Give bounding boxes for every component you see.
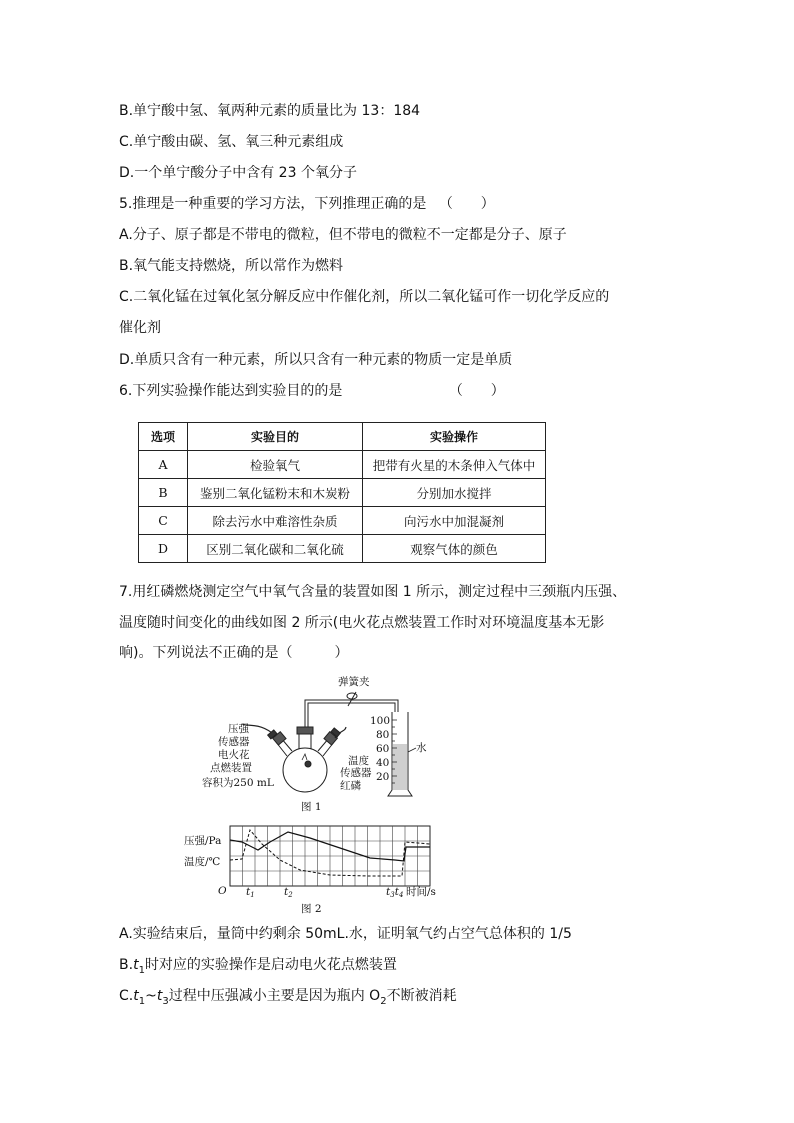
q4-option-b: B.单宁酸中氢、氧两种元素的质量比为 13：184 xyxy=(119,103,421,119)
q7-option-c xyxy=(119,986,457,1012)
q7-stem-line1: 7.用红磷燃烧测定空气中氧气含量的装置如图 1 所示，测定过程中三颈瓶内压强、 xyxy=(119,584,627,600)
q6-text: 6.下列实验操作能达到实验目的的是 xyxy=(119,383,343,399)
chart-grid xyxy=(230,826,430,886)
t-symbol: t xyxy=(133,957,139,973)
table-row xyxy=(139,507,546,535)
q5-answer-bracket: （ ） xyxy=(438,196,495,212)
volume-label: 容积为250 mL xyxy=(202,777,274,789)
pressure-sensor-label-1: 压强 xyxy=(228,723,249,735)
subscript: 1 xyxy=(138,995,146,1007)
table-cell: B xyxy=(139,479,188,507)
table-cell: 观察气体的颜色 xyxy=(363,535,546,563)
t3t4-label: t3t4 xyxy=(386,886,404,899)
spark-label-1: 电火花 xyxy=(218,749,250,761)
phosphorus-label: 红磷 xyxy=(340,780,361,792)
temp-sensor-label-1: 温度 xyxy=(348,755,369,767)
table-cell: A xyxy=(139,451,188,479)
table-header: 选项 xyxy=(139,423,188,451)
q6-options-table xyxy=(138,422,546,563)
table-header: 实验操作 xyxy=(363,423,546,451)
scale-80: 80 xyxy=(376,729,390,741)
water-label: 水 xyxy=(416,742,427,754)
temp-sensor-label-2: 传感器 xyxy=(340,767,372,779)
spark-label-2: 点燃装置 xyxy=(210,762,252,774)
table-row xyxy=(139,451,546,479)
table-cell: 鉴别二氧化锰粉末和木炭粉 xyxy=(188,479,363,507)
tilde: ~ xyxy=(145,988,157,1004)
scale-100: 100 xyxy=(370,715,391,727)
subscript: 3 xyxy=(162,995,169,1007)
figure-2-caption: 图 2 xyxy=(301,903,322,915)
q4-option-c: C.单宁酸由碳、氢、氧三种元素组成 xyxy=(119,134,344,150)
table-cell: 向污水中加混凝剂 xyxy=(363,507,546,535)
scale-40: 40 xyxy=(376,757,390,769)
table-header-row xyxy=(139,423,546,451)
option-text: 时对应的实验操作是启动电火花点燃装置 xyxy=(144,957,397,973)
origin-label: O xyxy=(218,885,227,897)
scale-60: 60 xyxy=(376,743,390,755)
q5-option-c-line2: 催化剂 xyxy=(119,320,161,336)
q5-text: 5.推理是一种重要的学习方法，下列推理正确的是 xyxy=(119,196,427,212)
subscript: 1 xyxy=(138,964,145,976)
table-cell: 把带有火星的木条伸入气体中 xyxy=(363,451,546,479)
clamp-label: 弹簧夹 xyxy=(338,676,370,688)
q5-option-c-line1: C.二氧化锰在过氧化氢分解反应中作催化剂，所以二氧化锰可作一切化学反应的 xyxy=(119,289,610,305)
table-cell: 除去污水中难溶性杂质 xyxy=(188,507,363,535)
table-cell: C xyxy=(139,507,188,535)
t-symbol: t xyxy=(156,988,163,1004)
q4-option-d: D.一个单宁酸分子中含有 23 个氧分子 xyxy=(119,165,357,181)
scale-20: 20 xyxy=(376,771,390,783)
table-row xyxy=(139,535,546,563)
pressure-axis-label: 压强/Pa xyxy=(184,835,222,847)
figure-1-caption: 图 1 xyxy=(301,801,322,813)
option-letter: B. xyxy=(119,957,134,973)
q6-answer-bracket: （ ） xyxy=(448,383,505,399)
q5-stem xyxy=(119,194,495,214)
q7-option-a: A.实验结束后，量筒中约剩余 50mL.水，证明氧气约占空气总体积的 1/5 xyxy=(119,926,572,942)
subscript: 2 xyxy=(380,995,387,1007)
table-row xyxy=(139,479,546,507)
table-cell: 检验氧气 xyxy=(188,451,363,479)
q7-option-b xyxy=(119,955,397,981)
t1-label: t1 xyxy=(246,886,255,899)
option-letter: C. xyxy=(119,988,134,1004)
q5-option-a: A.分子、原子都是不带电的微粒，但不带电的微粒不一定都是分子、原子 xyxy=(119,227,567,243)
table-cell: D xyxy=(139,535,188,563)
t-symbol: t xyxy=(133,988,139,1004)
figure-2-chart xyxy=(184,826,436,915)
q7-stem-line3: 响)。下列说法不正确的是（ ） xyxy=(119,645,349,661)
q7-stem-line2: 温度随时间变化的曲线如图 2 所示(电火花点燃装置工作时对环境温度基本无影 xyxy=(119,615,605,631)
time-axis-label: 时间/s xyxy=(406,886,436,898)
q7-figures xyxy=(180,672,440,917)
table-header: 实验目的 xyxy=(188,423,363,451)
t2-label: t2 xyxy=(284,886,293,899)
q5-option-d: D.单质只含有一种元素，所以只含有一种元素的物质一定是单质 xyxy=(119,352,513,368)
option-text-end: 不断被消耗 xyxy=(386,988,457,1004)
option-text: 过程中压强减小主要是因为瓶内 O xyxy=(168,988,381,1004)
pressure-sensor-label-2: 传感器 xyxy=(218,736,250,748)
q6-stem xyxy=(119,381,505,401)
table-cell: 区别二氧化碳和二氧化硫 xyxy=(188,535,363,563)
q5-option-b: B.氧气能支持燃烧，所以常作为燃料 xyxy=(119,258,344,274)
table-cell: 分别加水搅拌 xyxy=(363,479,546,507)
temperature-axis-label: 温度/℃ xyxy=(184,856,221,868)
